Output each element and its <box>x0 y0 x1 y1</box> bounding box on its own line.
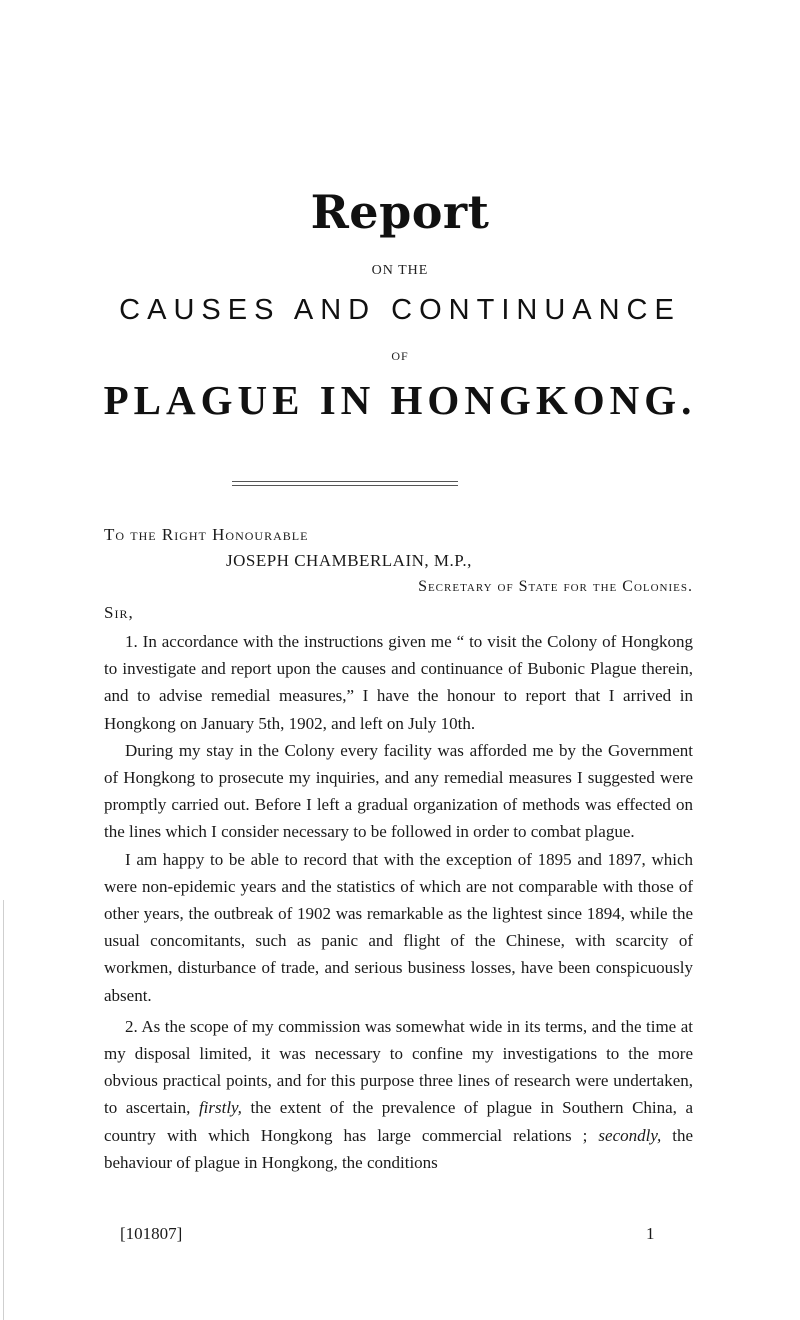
on-the-line: ON THE <box>371 263 429 278</box>
secondly-emphasis: secondly, <box>598 1125 662 1145</box>
paragraph-2: During my stay in the Colony every facility was afforded me by the Government of Hongkong to prosecute my inquiries, and any remedial measures I suggested were promptly carried out. Before I left a gradual organization of methods was effected on the lines which I consider necessary to be followed in order to combat plague. <box>104 740 693 842</box>
addressee-name: JOSEPH CHAMBERLAIN, M.P., <box>226 551 472 570</box>
title-divider-bottom <box>232 485 458 486</box>
report-body <box>104 628 693 1176</box>
paragraph-1: 1. In accordance with the instructions given me “ to visit the Colony of Hongkong to investigate and report upon the causes and continuance of Bubonic Plague therein, and to advise remedial measures,” I have the honour to report that I arrived in Hongkong on January 5th, 1902, and left on July 10th. <box>104 632 693 733</box>
salutation: Sir, <box>104 603 134 622</box>
addressee-office: Secretary of State for the Colonies. <box>418 578 693 595</box>
of-line: OF <box>391 349 409 363</box>
paragraph-4-part-b: the extent of the prevalence of plague in Southern China, a country with which Hongkong has large commercial relations ; <box>104 1098 694 1145</box>
addressee-line: To the Right Honourable <box>104 525 309 544</box>
page-number: 1 <box>646 1224 655 1243</box>
firstly-emphasis: firstly, <box>198 1098 242 1118</box>
paragraph-4-part-c: the behaviour of plague in Hongkong, the conditions <box>104 1125 693 1172</box>
plague-heading: PLAGUE IN HONGKONG. <box>103 377 697 423</box>
page-edge-shadow <box>3 900 4 1320</box>
title-divider-top <box>232 481 458 482</box>
paragraph-3: I am happy to be able to record that with the exception of 1895 and 1897, which were non-epidemic years and the statistics of which are not comparable with those of other years, the outbreak of 1902 was remarkable as the lightest since 1894, while the usual concomitants, such as panic and flight of the Chinese, with scarcity of workmen, disturbance of trade, and serious business losses, have been conspicuously absent. <box>104 849 693 1005</box>
report-title: Report <box>310 185 490 239</box>
print-signature: [101807] <box>120 1224 183 1243</box>
paragraph-4 <box>104 1013 693 1176</box>
paragraph-4-part-a: 2. As the scope of my commission was somewhat wide in its terms, and the time at my disposal limited, it was necessary to confine my investigations to the more obvious practical points, and for this purpose three lines of research were undertaken, to ascertain, <box>104 1016 693 1118</box>
causes-heading: CAUSES AND CONTINUANCE <box>119 294 681 326</box>
